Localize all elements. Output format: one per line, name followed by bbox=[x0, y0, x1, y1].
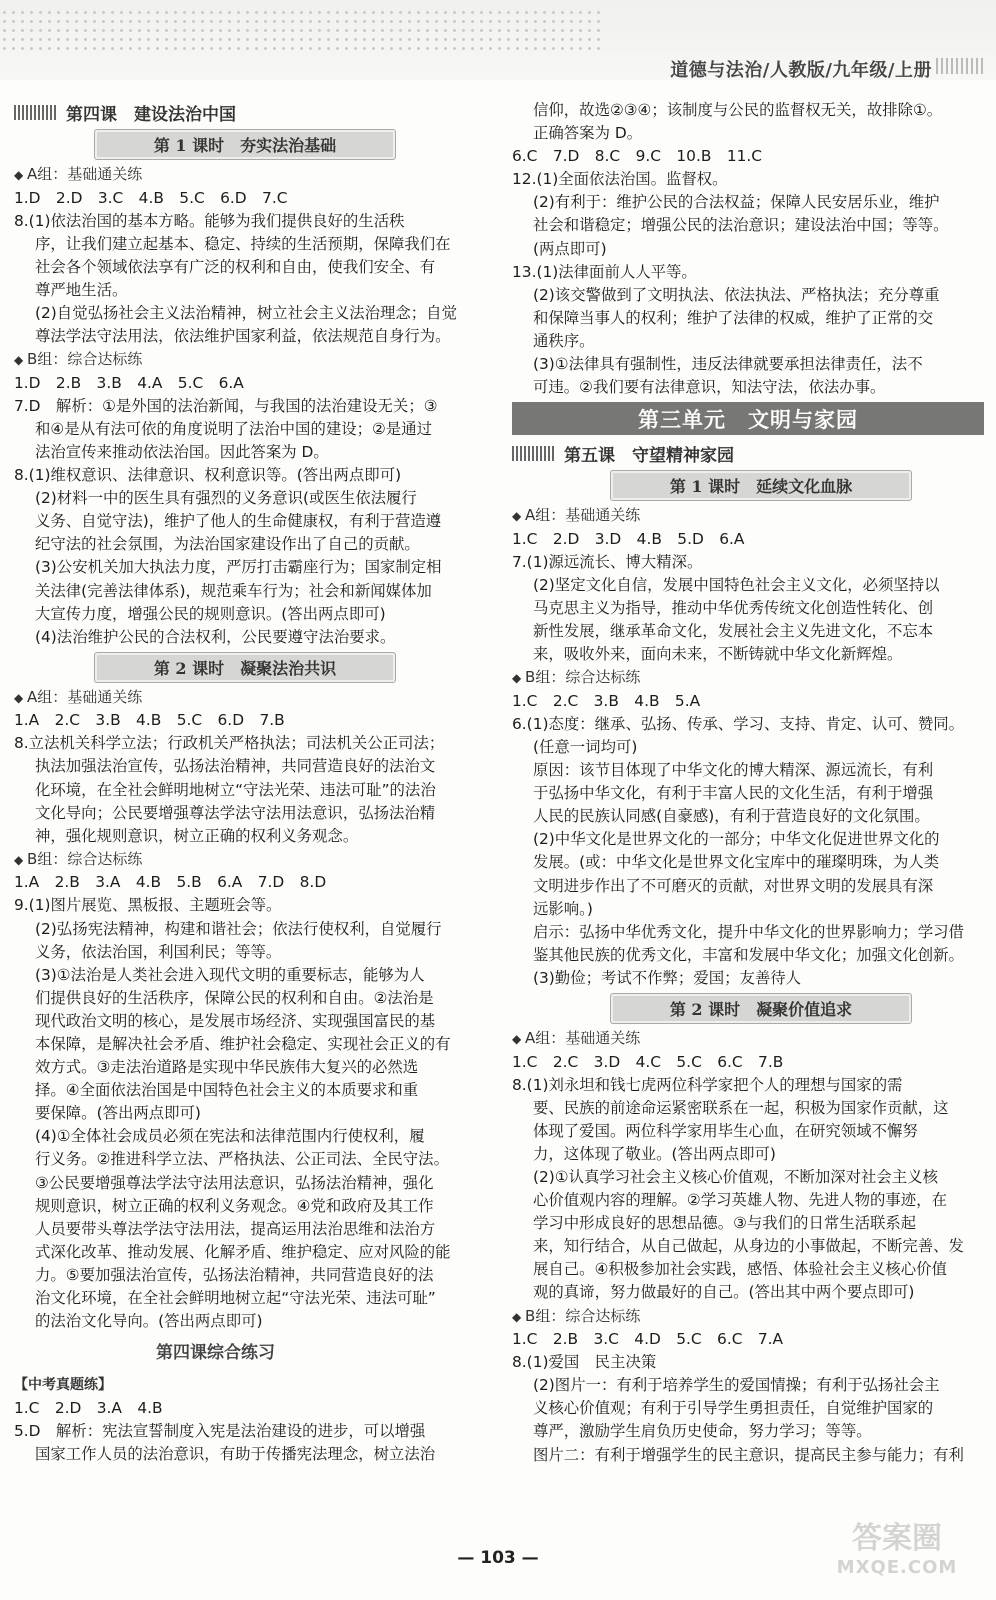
diamond-icon: ◆ bbox=[14, 168, 28, 182]
hatch-icon bbox=[14, 105, 58, 120]
group-heading-text: B组：综合达标练 bbox=[525, 1306, 641, 1325]
answer-line: 6.(1)态度：继承、弘扬、传承、学习、支持、肯定、认可、赞同。 bbox=[512, 714, 965, 733]
lesson-title-text: 第五课 守望精神家园 bbox=[564, 446, 734, 467]
answer-line: (3)①法治是人类社会进入现代文明的重要标志，能够为人 bbox=[35, 965, 425, 984]
answer-line: (2)有利于：维护公民的合法权益；保障人民安居乐业，维护 bbox=[533, 193, 940, 212]
answer-line: 和④是从有法可依的角度说明了法治中国的建设；②是通过 bbox=[35, 419, 432, 438]
answer-line: 择。④全面依法治国是中国特色社会主义的本质要求和重 bbox=[35, 1081, 419, 1100]
answer-line: 法治宣传来推动依法治国。因此答案为 D。 bbox=[35, 442, 329, 461]
answer-line: 9.(1)图片展览、黑板报、主题班会等。 bbox=[14, 896, 282, 915]
answer-line: 12.(1)全面依法治国。监督权。 bbox=[512, 170, 728, 189]
watermark-url: MXQE.COM bbox=[836, 1556, 958, 1578]
answer-line: 13.(1)法律面前人人平等。 bbox=[512, 262, 697, 281]
answer-line: 纪守法的社会氛围，为法治国家建设作出了自己的贡献。 bbox=[35, 535, 420, 554]
answer-line: 本保障，是解决社会矛盾、维护社会稳定、实现社会正义的有 bbox=[35, 1035, 451, 1053]
answer-line: (3)①法律具有强制性，违反法律就要承担法律责任，法不 bbox=[533, 355, 923, 374]
answer-line: 来，吸收外来，面向未来，不断铸就中华文化新辉煌。 bbox=[533, 645, 903, 664]
answer-line: 执法加强法治宣传，弘扬法治精神，共同营造良好的法治文 bbox=[35, 757, 436, 776]
group-heading-text: A组：基础通关练 bbox=[27, 165, 143, 183]
answer-line: 8.(1)维权意识、法律意识、权利意识等。(答出两点即可) bbox=[14, 466, 402, 485]
answer-line: 体现了爱国。两位科学家用毕生心血，在研究领域不懈努 bbox=[533, 1121, 918, 1140]
answer-line: 大宣传力度，增强公民的规则意识。(答出两点即可) bbox=[35, 604, 386, 623]
answer-line: 社会和谐稳定；增强公民的法治意识；建设法治中国；等等。 bbox=[533, 216, 949, 235]
watermark-text: 答案圈 bbox=[852, 1520, 942, 1556]
answer-line: 7.D 解析：①是外国的法治新闻，与我国的法治建设无关；③ bbox=[14, 396, 438, 415]
answer-line: 1.D 2.D 3.C 4.B 5.C 6.D 7.C bbox=[14, 188, 288, 207]
answer-line: 1.C 2.D 3.D 4.B 5.D 6.A bbox=[512, 529, 745, 548]
answer-line: 尊严地生活。 bbox=[35, 280, 128, 299]
answer-line: 8.(1)依法治国的基本方略。能够为我们提供良好的生活秩 bbox=[14, 211, 405, 230]
group-heading-text: B组：综合达标练 bbox=[27, 350, 143, 369]
answer-line: 义务、自觉守法)，维护了他人的生命健康权，有利于营造遵 bbox=[35, 512, 442, 531]
answer-line: 8.立法机关科学立法；行政机关严格执法；司法机关公正司法； bbox=[14, 734, 445, 753]
answers-block bbox=[14, 687, 482, 1334]
lesson-4-title bbox=[14, 100, 482, 125]
answer-line: 尊法学法守法用法，依法维护国家利益，依法规范自身行为。 bbox=[35, 327, 451, 346]
group-heading bbox=[512, 505, 984, 529]
answer-line: 尊严，激励学生肩负历史使命，努力学习；等等。 bbox=[533, 1422, 872, 1441]
answer-line: 1.A 2.B 3.A 4.B 5.B 6.A 7.D 8.D bbox=[14, 873, 327, 892]
group-heading bbox=[14, 849, 482, 873]
answer-line: 启示：弘扬中华优秀文化，提升中华文化的世界影响力；学习借 bbox=[533, 922, 964, 941]
answer-line: (两点即可) bbox=[533, 239, 607, 258]
group-heading-text: A组：基础通关练 bbox=[525, 1029, 641, 1047]
period-2-title: 第 2 课时 凝聚价值追求 bbox=[610, 993, 912, 1024]
answer-line: (2)材料一中的医生具有强烈的义务意识(或医生依法履行 bbox=[35, 489, 417, 508]
answer-line: 6.C 7.D 8.C 9.C 10.B 11.C bbox=[512, 147, 763, 166]
watermark-logo bbox=[822, 1500, 972, 1590]
answer-line: 信仰，故选②③④；该制度与公民的监督权无关，故排除①。 bbox=[533, 101, 943, 119]
answer-line: 和保障当事人的权利；维护了法律的权威，维护了正常的交 bbox=[533, 308, 934, 327]
answer-line: 可违。②我们要有法律意识，知法守法，依法办事。 bbox=[533, 378, 886, 397]
answer-line: 义核心价值观；有利于引导学生勇担责任，自觉维护国家的 bbox=[533, 1399, 934, 1418]
diamond-icon: ◆ bbox=[14, 353, 28, 368]
answer-line: 1.A 2.C 3.B 4.B 5.C 6.D 7.B bbox=[14, 711, 285, 730]
answer-line: 要、民族的前途命运紧密联系在一起，积极为国家作贡献，这 bbox=[533, 1098, 949, 1117]
group-heading bbox=[14, 687, 482, 711]
answer-line: 远影响。) bbox=[533, 899, 593, 918]
answers-block bbox=[14, 164, 482, 650]
group-heading-text: B组：综合达标练 bbox=[27, 849, 143, 868]
answer-line: 图片二：有利于增强学生的民主意识，提高民主参与能力；有利 bbox=[533, 1445, 964, 1464]
answer-line: 化环境，在全社会鲜明地树立“守法光荣、违法可耻”的法治 bbox=[35, 780, 436, 799]
diamond-icon: ◆ bbox=[512, 671, 526, 686]
answer-line: 展自己。④积极参加社会实践，感悟、体验社会主义核心价值 bbox=[533, 1260, 947, 1279]
group-heading-text: A组：基础通关练 bbox=[525, 506, 641, 525]
answer-line: 通秩序。 bbox=[533, 331, 595, 350]
answer-line: (4)法治维护公民的合法权利，公民要遵守法治要求。 bbox=[35, 627, 396, 646]
book-title: 道德与法治/人教版/九年级/上册 bbox=[670, 60, 932, 81]
lesson-5-title bbox=[512, 441, 984, 466]
group-heading bbox=[14, 164, 482, 188]
answer-line: 人民的民族认同感(自豪感)，有利于营造良好的文化氛围。 bbox=[533, 807, 930, 826]
answer-line: 文化导向；公民要增强尊法学法守法用法意识，弘扬法治精 bbox=[35, 803, 436, 822]
answers-block bbox=[512, 1028, 984, 1468]
answer-line: 规则意识，树立正确的权利义务观念。④党和政府及其工作 bbox=[35, 1196, 434, 1215]
answer-line: 观的真谛，努力做最好的自己。(答出其中两个要点即可) bbox=[533, 1283, 915, 1302]
answer-line: 现代政治文明的核心，是发展市场经济、实现强国富民的基 bbox=[35, 1011, 436, 1030]
answer-line: 的法治文化导向。(答出两点即可) bbox=[35, 1312, 263, 1331]
answer-line: (2)中华文化是世界文化的一部分；中华文化促进世界文化的 bbox=[533, 830, 940, 849]
answer-line: 治文化环境，在全社会鲜明地树立起“守法光荣、违法可耻” bbox=[35, 1289, 436, 1308]
diamond-icon: ◆ bbox=[14, 852, 28, 867]
answer-line: 新性发展，继承革命文化，发展社会主义先进文化，不忘本 bbox=[533, 622, 934, 641]
answer-line: 心价值观内容的理解。②学习英雄人物、先进人物的事迹，在 bbox=[533, 1191, 947, 1210]
diamond-icon: ◆ bbox=[512, 1032, 526, 1046]
answer-line: 文明进步作出了不可磨灭的贡献，对世界文明的发展具有深 bbox=[533, 876, 934, 895]
answer-line: 5.D 解析：宪法宣誓制度入宪是法治建设的进步，可以增强 bbox=[14, 1421, 426, 1440]
left-column bbox=[14, 100, 482, 1467]
answer-line: 义务，依法治国，利国利民；等等。 bbox=[35, 942, 282, 961]
right-column bbox=[512, 100, 984, 1468]
answer-line: 1.C 2.D 3.A 4.B bbox=[14, 1398, 163, 1417]
period-1-title: 第 1 课时 夯实法治基础 bbox=[94, 129, 396, 160]
answer-line: 来，知行结合，从自己做起，从身边的小事做起，不断完善、发 bbox=[533, 1237, 964, 1256]
answer-line: 学习中形成良好的思想品德。③与我们的日常生活联系起 bbox=[533, 1214, 917, 1233]
answer-line: (3)勤俭；考试不作弊；爱国；友善待人 bbox=[533, 968, 802, 987]
answer-line: 效方式。③走法治道路是实现中华民族伟大复兴的必然选 bbox=[35, 1058, 419, 1077]
answer-line: ③公民要增强尊法学法守法用法意识，弘扬法治精神，强化 bbox=[35, 1173, 434, 1192]
unit-3-banner: 第三单元 文明与家园 bbox=[512, 402, 984, 435]
answer-line: (2)弘扬宪法精神，构建和谐社会；依法行使权利，自觉履行 bbox=[35, 919, 442, 938]
answer-line: (2)自觉弘扬社会主义法治精神，树立社会主义法治理念；自觉 bbox=[35, 303, 457, 322]
answer-line: 于弘扬中华文化，有利于丰富人民的文化生活，有利于增强 bbox=[533, 784, 934, 803]
answer-line: (2)图片一：有利于培养学生的爱国情操；有利于弘扬社会主 bbox=[533, 1376, 940, 1395]
answer-line: 力。⑤要加强法治宣传，弘扬法治精神，共同营造良好的法 bbox=[35, 1265, 434, 1284]
answer-line: 式深化改革、推动发展、化解矛盾、维护稳定、应对风险的能 bbox=[35, 1242, 451, 1261]
period-2-title: 第 2 课时 凝聚法治共识 bbox=[94, 652, 396, 683]
group-heading bbox=[512, 667, 984, 691]
answer-line: (任意一词均可) bbox=[533, 737, 638, 756]
answer-line: (3)公安机关加大执法力度，严厉打击霸座行为；国家制定相 bbox=[35, 558, 442, 577]
answer-line: 神，强化规则意识，树立正确的权利义务观念。 bbox=[35, 826, 359, 845]
answer-line: 行义务。②推进科学立法、严格执法、公正司法、全民守法。 bbox=[35, 1150, 449, 1169]
group-heading bbox=[14, 349, 482, 373]
answer-line: 关法律(完善法律体系)，规范乘车行为；社会和新闻媒体加 bbox=[35, 581, 432, 600]
group-heading bbox=[512, 1306, 984, 1330]
group-heading-text: A组：基础通关练 bbox=[27, 687, 143, 706]
answer-line: 1.C 2.C 3.D 4.C 5.C 6.C 7.B bbox=[512, 1052, 784, 1071]
diamond-icon: ◆ bbox=[512, 509, 526, 524]
answer-line: 7.(1)源远流长、博大精深。 bbox=[512, 552, 703, 571]
answer-line: 们提供良好的生活秩序，保障公民的权利和自由。②法治是 bbox=[35, 988, 434, 1007]
answer-line: 力，这体现了敬业。(答出两点即可) bbox=[533, 1144, 776, 1163]
answer-line: 人员要带头尊法学法守法用法，提高运用法治思维和法治方 bbox=[35, 1219, 436, 1238]
header-hatch-decoration bbox=[936, 58, 984, 74]
answer-line: (4)①全体社会成员必须在宪法和法律范围内行使权利，履 bbox=[35, 1127, 425, 1146]
diamond-icon: ◆ bbox=[512, 1309, 526, 1324]
hatch-icon bbox=[512, 446, 556, 461]
answer-line: 8.(1)刘永坦和钱七虎两位科学家把个人的理想与国家的需 bbox=[512, 1075, 903, 1094]
answer-line: (2)该交警做到了文明执法、依法执法、严格执法；充分尊重 bbox=[533, 285, 940, 304]
answer-line: 正确答案为 D。 bbox=[533, 124, 643, 143]
page-number: — 103 — bbox=[457, 1548, 539, 1568]
answer-line: (2)①认真学习社会主义核心价值观，不断加深对社会主义核 bbox=[533, 1167, 938, 1186]
lesson-title-text: 第四课 建设法治中国 bbox=[66, 105, 236, 125]
group-heading-text: B组：综合达标练 bbox=[525, 668, 641, 687]
answer-line: 要保障。(答出两点即可) bbox=[35, 1104, 201, 1123]
answer-line: 1.C 2.C 3.B 4.B 5.A bbox=[512, 691, 701, 710]
answer-line: 社会各个领域依法享有广泛的权利和自由，使我们安全、有 bbox=[35, 257, 436, 276]
answer-line: 8.(1)爱国 民主决策 bbox=[512, 1353, 657, 1372]
period-1-title: 第 1 课时 延续文化血脉 bbox=[610, 470, 912, 501]
answer-line: 国家工作人员的法治意识，有助于传播宪法理念，树立法治 bbox=[35, 1444, 436, 1463]
answer-line: (2)坚定文化自信，发展中国特色社会主义文化，必须坚持以 bbox=[533, 575, 940, 594]
review-title: 第四课综合练习 bbox=[156, 1343, 275, 1364]
group-heading bbox=[512, 1028, 984, 1052]
answer-line: 马克思主义为指导，推动中华优秀传统文化创造性转化、创 bbox=[533, 599, 934, 617]
answer-line: 原因：该节目体现了中华文化的博大精深、源远流长，有利 bbox=[533, 761, 934, 780]
diamond-icon: ◆ bbox=[14, 690, 28, 705]
answer-line: 发展。(或：中华文化是世界文化宝库中的璀璨明珠，为人类 bbox=[533, 853, 940, 872]
answers-block bbox=[14, 1398, 482, 1467]
answer-line: 1.C 2.B 3.C 4.D 5.C 6.C 7.A bbox=[512, 1330, 784, 1349]
answer-line: 鉴其他民族的优秀文化，丰富和发展中华文化；加强文化创新。 bbox=[533, 945, 964, 964]
answers-block bbox=[512, 100, 984, 400]
exam-section-title: 【中考真题练】 bbox=[14, 1377, 112, 1394]
answers-block bbox=[512, 505, 984, 991]
answer-line: 序，让我们建立起基本、稳定、持续的生活预期，保障我们在 bbox=[35, 234, 451, 253]
header-dot-pattern bbox=[0, 8, 600, 52]
answer-line: 1.D 2.B 3.B 4.A 5.C 6.A bbox=[14, 373, 244, 392]
